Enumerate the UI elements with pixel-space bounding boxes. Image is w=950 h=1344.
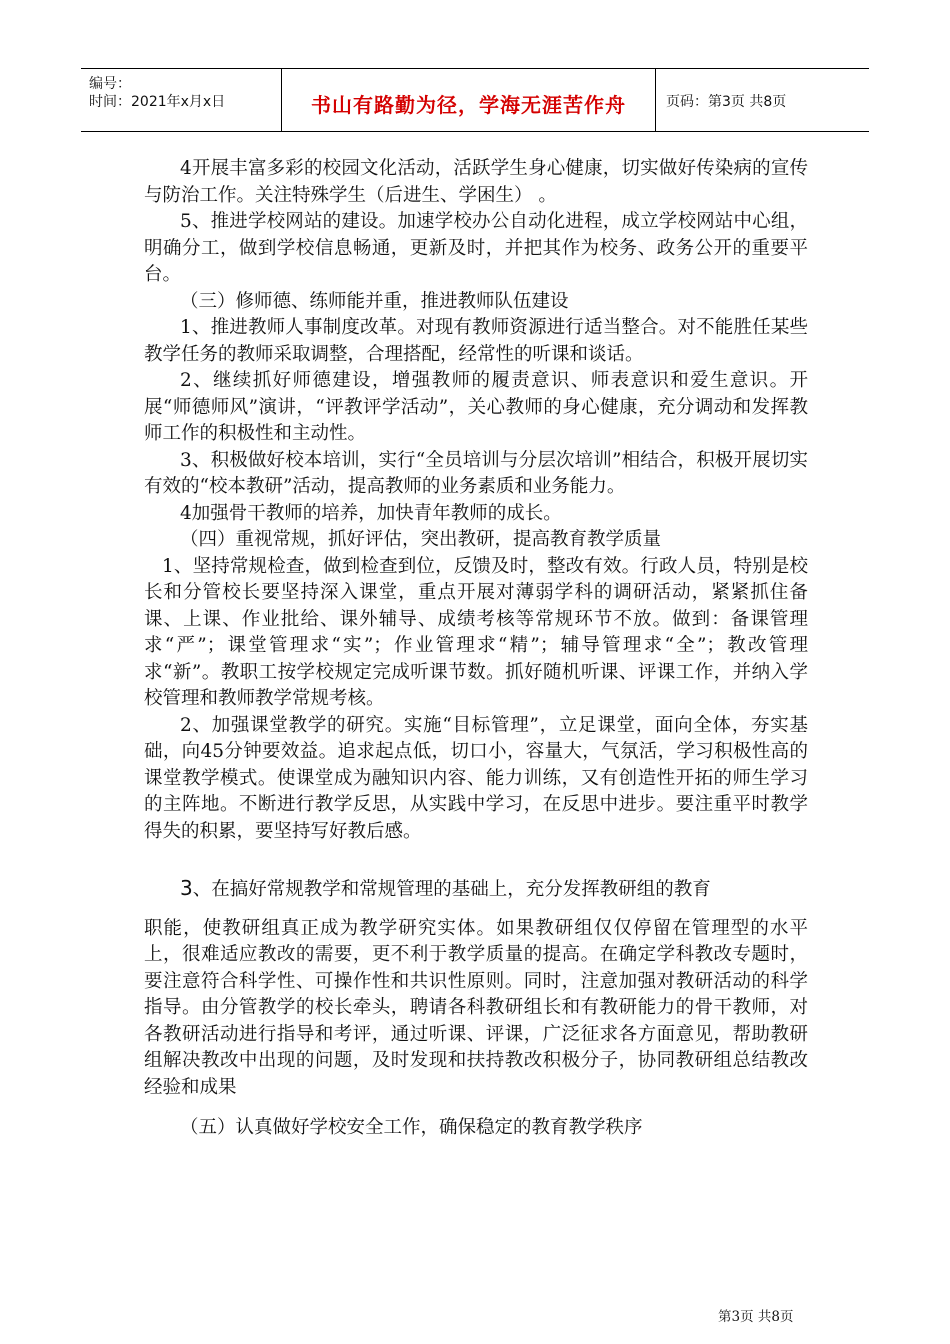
page-code: 页码：第3页 共8页 [666,94,787,110]
header-page-cell [656,69,869,131]
time-label: 时间：2021年x月x日 [89,94,226,110]
paragraph: 5、推进学校网站的建设。加速学校办公自动化进程，成立学校网站中心组，明确分工，做到学校信息畅通，更新及时，并把其作为校务、政务公开的重要平台。 [144,211,808,285]
spacer [144,845,808,875]
paragraph: 职能，使教研组真正成为教学研究实体。如果教研组仅仅停留在管理型的水平上，很难适应教改的需要，更不利于教学质量的提高。在确定学科教改专题时，要注意符合科学性、可操作性和共识性原则。同时，注意加强对教研活动的科学指导。由分管教学的校长牵头，聘请各科教研组长和有教研能力的骨干教师，对各教研活动进行指导和考评，通过听课、评课，广泛征求各方面意见，帮助教研组解决教改中出现的问题，及时发现和扶持教改积极分子，协同教研组总结教改经验和成果 [144,917,808,1098]
spacer [144,904,808,916]
page-footer: 第3页 共8页 [718,1309,794,1325]
paragraph: 1、推进教师人事制度改革。对现有教师资源进行适当整合。对不能胜任某些教学任务的教师采取调整，合理搭配，经常性的听课和谈话。 [144,317,808,365]
paragraph: 2、加强课堂教学的研究。实施“目标管理”，立足课堂，面向全体，夯实基础，向45分钟要效益。追求起点低，切口小，容量大，气氛活，学习积极性高的课堂教学模式。使课堂成为融知识内容、能力训练，又有创造性开拓的师生学习的主阵地。不断进行教学反思，从实践中学习，在反思中进步。要注重平时教学得失的积累，要坚持写好教后感。 [144,714,808,842]
paragraph: 4开展丰富多彩的校园文化活动，活跃学生身心健康，切实做好传染病的宣传与防治工作。关注特殊学生（后进生、学困生） 。 [144,158,808,206]
paragraph: 3、积极做好校本培训，实行“全员培训与分层次培训”相结合，积极开展切实有效的“校本教研”活动，提高教师的业务素质和业务能力。 [144,449,808,497]
paragraph-number: 3 [180,876,193,900]
document-body [144,156,808,1142]
header-motto-cell [282,69,656,131]
header-meta-cell [81,69,282,131]
section-heading: （四）重视常规，抓好评估，突出教研，提高教育教学质量 [180,529,662,550]
section-heading: （三）修师德、练师能并重，推进教师队伍建设 [180,290,569,312]
paragraph-first-line: 、在搞好常规教学和常规管理的基础上，充分发挥教研组的教育 [192,879,711,900]
paragraph: 1、坚持常规检查，做到检查到位，反馈及时，整改有效。行政人员，特别是校长和分管校长要坚持深入课堂，重点开展对薄弱学科的调研活动，紧紧抓住备课、上课、作业批给、课外辅导、成绩考核等常规环节不放。做到：备课管理求“严”；课堂管理求“实”；作业管理求“精”；辅导管理求“全”；教改管理求“新”。教职工按学校规定完成听课节数。抓好随机听课、评课工作，并纳入学校管理和教师教学常规考核。 [144,555,808,709]
paragraph: 2、继续抓好师德建设，增强教师的履责意识、师表意识和爱生意识。开展“师德师风”演讲，“评教评学活动”，关心教师的身心健康，充分调动和发挥教师工作的积极性和主动性。 [144,370,808,444]
paragraph: 4加强骨干教师的培养，加快青年教师的成长。 [180,502,562,524]
number-label: 编号： [89,76,131,92]
paragraph-large-first-line [144,875,808,904]
section-heading: （五）认真做好学校安全工作，确保稳定的教育教学秩序 [180,1117,643,1138]
spacer [144,1101,808,1115]
motto: 书山有路勤为径，学海无涯苦作舟 [311,93,626,117]
document-header [81,68,869,132]
